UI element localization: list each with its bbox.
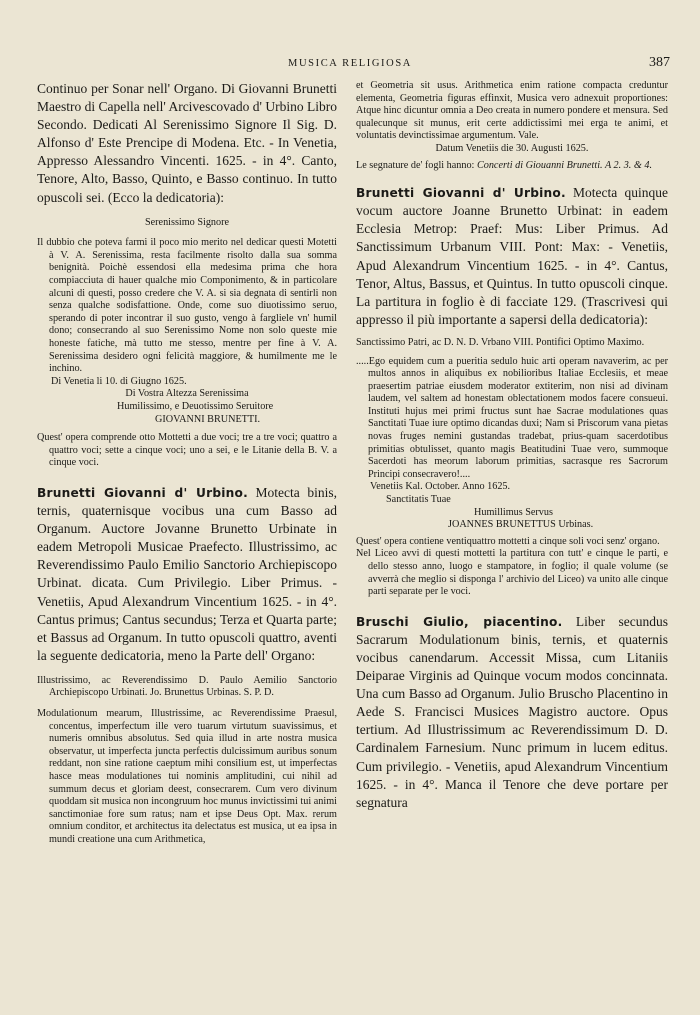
entry-title-text: Motecta quinque vocum auctore Joanne Brunetto Urbinat: in eadem Ecclesia Metrop: Praef: Mus: Liber Primus. Ad Sanctissimum Urbanum VIII. Pont: Max: - Venetiis, Apud Alexandrum Vincentium 1625. - in 4°. Cantus, Tenor, Altus, Bassus, et Quintus. In tutto opuscoli cinque. La partitura in foglio è di facciate 129. (Trascrivesi qui appresso il più importante a sapersi della dedicatoria): bbox=[356, 185, 668, 327]
page-number: 387 bbox=[649, 55, 670, 70]
dedication-date: Di Venetia li 10. di Giugno 1625. bbox=[51, 375, 187, 387]
entry-note: Quest' opera comprende otto Mottetti a due voci; tre a tre voci; quattro a quattro voci; sette a cinque voci; uno a sei, e le Litanie della B. V. a cinque voci. bbox=[37, 432, 337, 469]
dedication-text-latin: Modulationum mearum, Illustrissime, ac Reverendissime Praesul, concentus, imperfectum ille vero tuarum virtutum suavissimus, et numeris omnibus absolutus. Sed quia illud in arte nostra musica observatur, ut imperfecta juncta perfectis dulcissimum auribus sonum reddant, non sine ratione caeptum mihi consilium est, ut imperfectas hasce meas modulationes tui nominis amplitudini, cui nihil ad summum decus et gloriam deest, consecrarem. Cum vero divinum quoddam sit musica non incongruum hoc munus invictissimi tui animi sanctimoniae fore sum ratus; nam et ipse Deus Opt. Max. rerum omnium conditor, et architectus ita delectatus est musica, ut ea ipsa in mundi creatione una cum Arithmetica, bbox=[37, 708, 337, 845]
entry-note: Quest' opera contiene ventiquattro mottetti a cinque soli voci senz' organo. bbox=[356, 535, 660, 547]
dedication-salutation: Serenissimo Signore bbox=[144, 216, 230, 228]
running-title: MUSICA RELIGIOSA bbox=[288, 58, 412, 69]
dedication-closing: Sanctitatis Tuae bbox=[386, 494, 451, 506]
entry-author: Brunetti Giovanni d' Urbino. bbox=[37, 485, 248, 500]
dedication-signature: JOANNES BRUNETTUS Urbinas. bbox=[448, 519, 594, 531]
entry-author: Bruschi Giulio, piacentino. bbox=[356, 614, 563, 629]
dedication-closing-2: Humillimus Servus bbox=[474, 506, 553, 518]
entry-note-2: Nel Liceo avvi di questi mottetti la partitura con tutt' e cinque le parti, e dello stesso anno, luogo e stampatore, in foglio; il quale volume (se avverrà che meglio si disponga l' archivio del Liceo) va unito alle cinque parti separate per le voci. bbox=[356, 548, 668, 598]
dedication-text: Il dubbio che poteva farmi il poco mio merito nel dedicar questi Motetti à V. A. Serenissima, resta facilmente risolto dalla sua somma benignità. Poichè essendosi ella medesima prima che hora compiacciuta di hauer qualche mio Componimento, & in particolare alcuni di questi, posso credere che V. A. si sia degnata di sentirli non senza qualche sodisfattione. Onde, come suo diuotissimo seruo, sperando di poter incontrar il suo gusto, vengo à fargliele vn' humil dono; consecrando al suo Serenissimo Nome non solo queste mie honeste fatiche, mà tutto me stesso, mentre per fine à V. A. Serenissima desidero ogni felicità maggiore, & humilmente me le inchino. bbox=[37, 237, 337, 375]
dedication-signature: GIOVANNI BRUNETTI. bbox=[155, 413, 261, 425]
signature-note bbox=[356, 160, 668, 173]
dedication-closing-2: Humilissimo, e Deuotissimo Seruitore bbox=[117, 400, 274, 412]
entry-paragraph bbox=[356, 613, 668, 812]
dedication-date: Venetiis Kal. October. Anno 1625. bbox=[370, 481, 511, 493]
entry-intro-text: Continuo per Sonar nell' Organo. Di Giovanni Brunetti Maestro di Capella nell' Arcivescovado d' Urbino Libro Secondo. Dedicati Al Serenissimo Signore Il Sig. D. Alfonso d' Este Prencipe di Modena. Etc. - In Venetia, Appresso Alessandro Vincenti. 1625. - in 4°. Canto, Tenore, Alto, Basso, Quinto, e Basso continuo. In tutto opuscoli sei. (Ecco la dedicatoria): bbox=[37, 81, 337, 205]
left-column bbox=[37, 80, 337, 847]
entry-author: Brunetti Giovanni d' Urbino. bbox=[356, 186, 566, 201]
dedication-closing: Di Vostra Altezza Serenissima bbox=[125, 388, 249, 400]
dedication-address: Illustrissimo, ac Reverendissimo D. Paulo Aemilio Sanctorio Archiepiscopo Urbinati. Jo. Brunettus Urbinas. S. P. D. bbox=[37, 674, 337, 699]
entry-title-text: Motecta binis, ternis, quaternisque vocibus una cum Basso ad Organum. Auctore Jovanne Brunetto Urbinate in eadem Metropoli Musicae Praefecto. Illustrissimo, ac Reverendissimo Paulo Emilio Sanctorio Archiepiscopo Urbinat. dicata. Cum Privilegio. Liber Primus. - Venetiis, Apud Alexandrum Vincentium 1625. - in 4°. Cantus primus; Cantus secundus; Terza et Quarta parte; et Bassus ad Organum. In tutto opuscoli quattro, aventi la seguente dedicatoria, meno la Parte dell' Organo: bbox=[37, 484, 337, 663]
signature-value: Concerti di Giouanni Brunetti. A 2. 3. & 4. bbox=[476, 159, 653, 171]
dedication-text-latin: .....Ego equidem cum a pueritia sedulo huic arti operam navaverim, ac per multos annos in aliquibus ex nobilioribus Italiae Ecclesiis, et meae praesertim patriae eiusdem moderator extiterim, non nisi ad divinam laudem, vel saltem ad honestam oblectationem modos facere consueui. Instituti hujus mei primi fructus sunt hae Sacrae modulationes quas Sanctitati Tuae iure optimo dicandas duxi; Nam si Priscorum vana pietas novas fruges nemini gustandas tradebat, prius-quam sacerdotibus primitias obtulisset, quanto magis Beatitudini Tuae vero, summoque Sacerdoti has meorum laborum primitias, sacrasque res Sacrorum Principi consecravero!.... bbox=[356, 355, 668, 480]
page-header bbox=[0, 55, 700, 76]
dedication-address: Sanctissimo Patri, ac D. N. D. Vrbano VIII. Pontifici Optimo Maximo. bbox=[356, 336, 645, 348]
right-column bbox=[356, 80, 668, 812]
entry-paragraph bbox=[37, 484, 337, 665]
entry-paragraph bbox=[356, 184, 668, 329]
signature-label: Le segnature de' fogli hanno: bbox=[356, 159, 477, 171]
dedication-continuation: et Geometria sit usus. Arithmetica enim ratione compacta creduntur elementa, Geometria figuras effinxit, Musica vero adnexuit proportiones: Atque hinc dicuntur omnia a Deo creata in numero pondere et mensura. Sed qualecunque sit munus, erit certe addictissimi mei erga te animi, et voluntatis devinctissimae argumentum. Vale. bbox=[356, 80, 668, 142]
entry-title-text: Liber secundus Sacrarum Modulationum binis, ternis, et quaternis vocibus canendarum. Accessit Missa, cum Litaniis Deiparae Virginis ad Quinque vocum modos concinnata. Una cum Basso ad Organum. Julio Bruscho Placentino in Aede S. Francisci Musices Magistro auctore. Opus tertium. Ad Illustrissimum ac Reverendissimum D. D. Cardinalem Farnesium. Nunc primum in lucem editus. Cum privilegio. - Venetiis, apud Alexandrum Vincentium 1625. - in 4°. Manca il Tenore che deve portare per segnatura bbox=[356, 613, 668, 810]
continuation-date: Datum Venetiis die 30. Augusti 1625. bbox=[435, 142, 589, 154]
